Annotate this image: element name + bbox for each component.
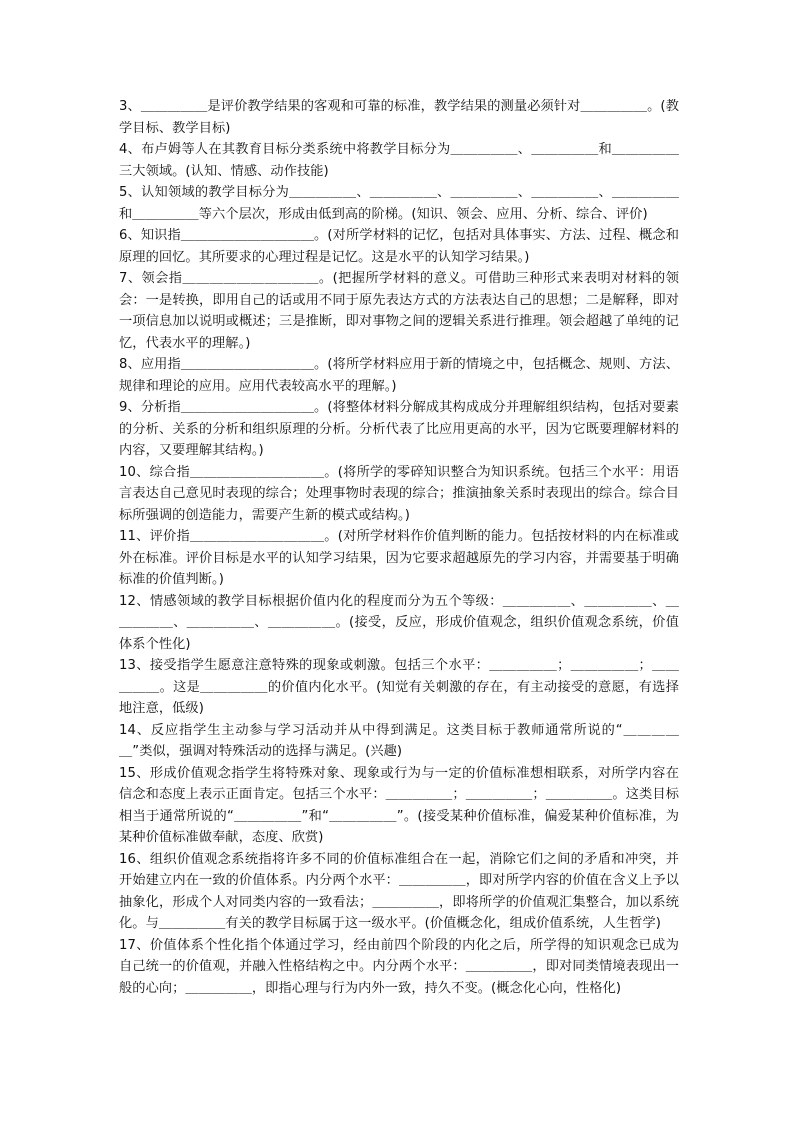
question-12: 12、情感领域的教学目标根据价值内化的程度而分为五个等级：＿＿＿＿＿、＿＿＿＿＿、＿＿＿＿＿、＿＿＿＿＿、＿＿＿＿＿。(接受，反应，形成价值观念，组织价值观念系统，价值体系个性化) (119, 593, 679, 652)
question-6: 6、知识指＿＿＿＿＿＿＿＿＿＿。(对所学材料的记忆，包括对具体事实、方法、过程、概念和原理的回忆。其所要求的心理过程是记忆。这是水平的认知学习结果。) (119, 228, 679, 265)
question-7: 7、领会指＿＿＿＿＿＿＿＿＿＿。(把握所学材料的意义。可借助三种形式来表明对材料的领会：一是转换，即用自己的话或用不同于原先表达方式的方法表达自己的思想；二是解释，即对一项信息加以说明或概述；三是推断，即对事物之间的逻辑关系进行推理。领会超越了单纯的记忆，代表水平的理解。) (119, 271, 679, 351)
document-page (119, 96, 679, 999)
question-8: 8、应用指＿＿＿＿＿＿＿＿＿＿。(将所学材料应用于新的情境之中，包括概念、规则、方法、规律和理论的应用。应用代表较高水平的理解。) (119, 357, 679, 394)
question-10: 10、综合指＿＿＿＿＿＿＿＿＿＿。(将所学的零碎知识整合为知识系统。包括三个水平：用语言表达自己意见时表现的综合；处理事物时表现的综合；推演抽象关系时表现出的综合。综合目标所强调的创造能力，需要产生新的模式或结构。) (119, 464, 679, 523)
question-17: 17、价值体系个性化指个体通过学习，经由前四个阶段的内化之后，所学得的知识观念已成为自己统一的价值观，并融入性格结构之中。内分两个水平：＿＿＿＿＿，即对同类情境表现出一般的心向；＿＿＿＿＿，即指心理与行为内外一致，持久不变。(概念化心向，性格化) (119, 937, 679, 996)
question-16: 16、组织价值观念系统指将许多不同的价值标准组合在一起，消除它们之间的矛盾和冲突，并开始建立内在一致的价值体系。内分两个水平：＿＿＿＿＿，即对所学内容的价值在含义上予以抽象化，形成个人对同类内容的一致看法；＿＿＿＿＿，即将所学的价值观汇集整合，加以系统化。与＿＿＿＿＿有关的教学目标属于这一级水平。(价值概念化，组成价值系统，人生哲学) (119, 851, 679, 931)
question-13: 13、接受指学生愿意注意特殊的现象或刺激。包括三个水平：＿＿＿＿＿；＿＿＿＿＿；＿＿＿＿＿。这是＿＿＿＿＿的价值内化水平。(知觉有关刺激的存在，有主动接受的意愿，有选择地注意，低级) (119, 658, 679, 716)
question-3: 3、＿＿＿＿＿是评价教学结果的客观和可靠的标准，教学结果的测量必须针对＿＿＿＿＿。(教学目标、教学目标) (119, 99, 679, 136)
question-5: 5、认知领域的教学目标分为＿＿＿＿＿、＿＿＿＿＿、＿＿＿＿＿、＿＿＿＿＿、＿＿＿＿＿和＿＿＿＿＿等六个层次，形成由低到高的阶梯。(知识、领会、应用、分析、综合、评价) (119, 185, 679, 222)
question-15: 15、形成价值观念指学生将特殊对象、现象或行为与一定的价值标准想相联系，对所学内容在信念和态度上表示正面肯定。包括三个水平：＿＿＿＿＿；＿＿＿＿＿；＿＿＿＿＿。这类目标相当于通常所说的“＿＿＿＿＿”和“＿＿＿＿＿”。(接受某种价值标准，偏爱某种价值标准，为某种价值标准做奉献，态度、欣赏) (119, 765, 679, 845)
question-9: 9、分析指＿＿＿＿＿＿＿＿＿＿。(将整体材料分解成其构成成分并理解组织结构，包括对要素的分析、关系的分析和组织原理的分析。分析代表了比应用更高的水平，因为它既要理解材料的内容，又要理解其结构。) (119, 400, 679, 458)
question-14: 14、反应指学生主动参与学习活动并从中得到满足。这类目标于教师通常所说的“＿＿＿＿＿”类似，强调对特殊活动的选择与满足。(兴趣) (119, 722, 679, 759)
question-11: 11、评价指＿＿＿＿＿＿＿＿＿＿。(对所学材料作价值判断的能力。包括按材料的内在标准或外在标准。评价目标是水平的认知学习结果，因为它要求超越原先的学习内容，并需要基于明确标准的价值判断。) (119, 529, 679, 587)
question-4: 4、布卢姆等人在其教育目标分类系统中将教学目标分为＿＿＿＿＿、＿＿＿＿＿和＿＿＿＿＿三大领域。(认知、情感、动作技能) (119, 142, 679, 179)
